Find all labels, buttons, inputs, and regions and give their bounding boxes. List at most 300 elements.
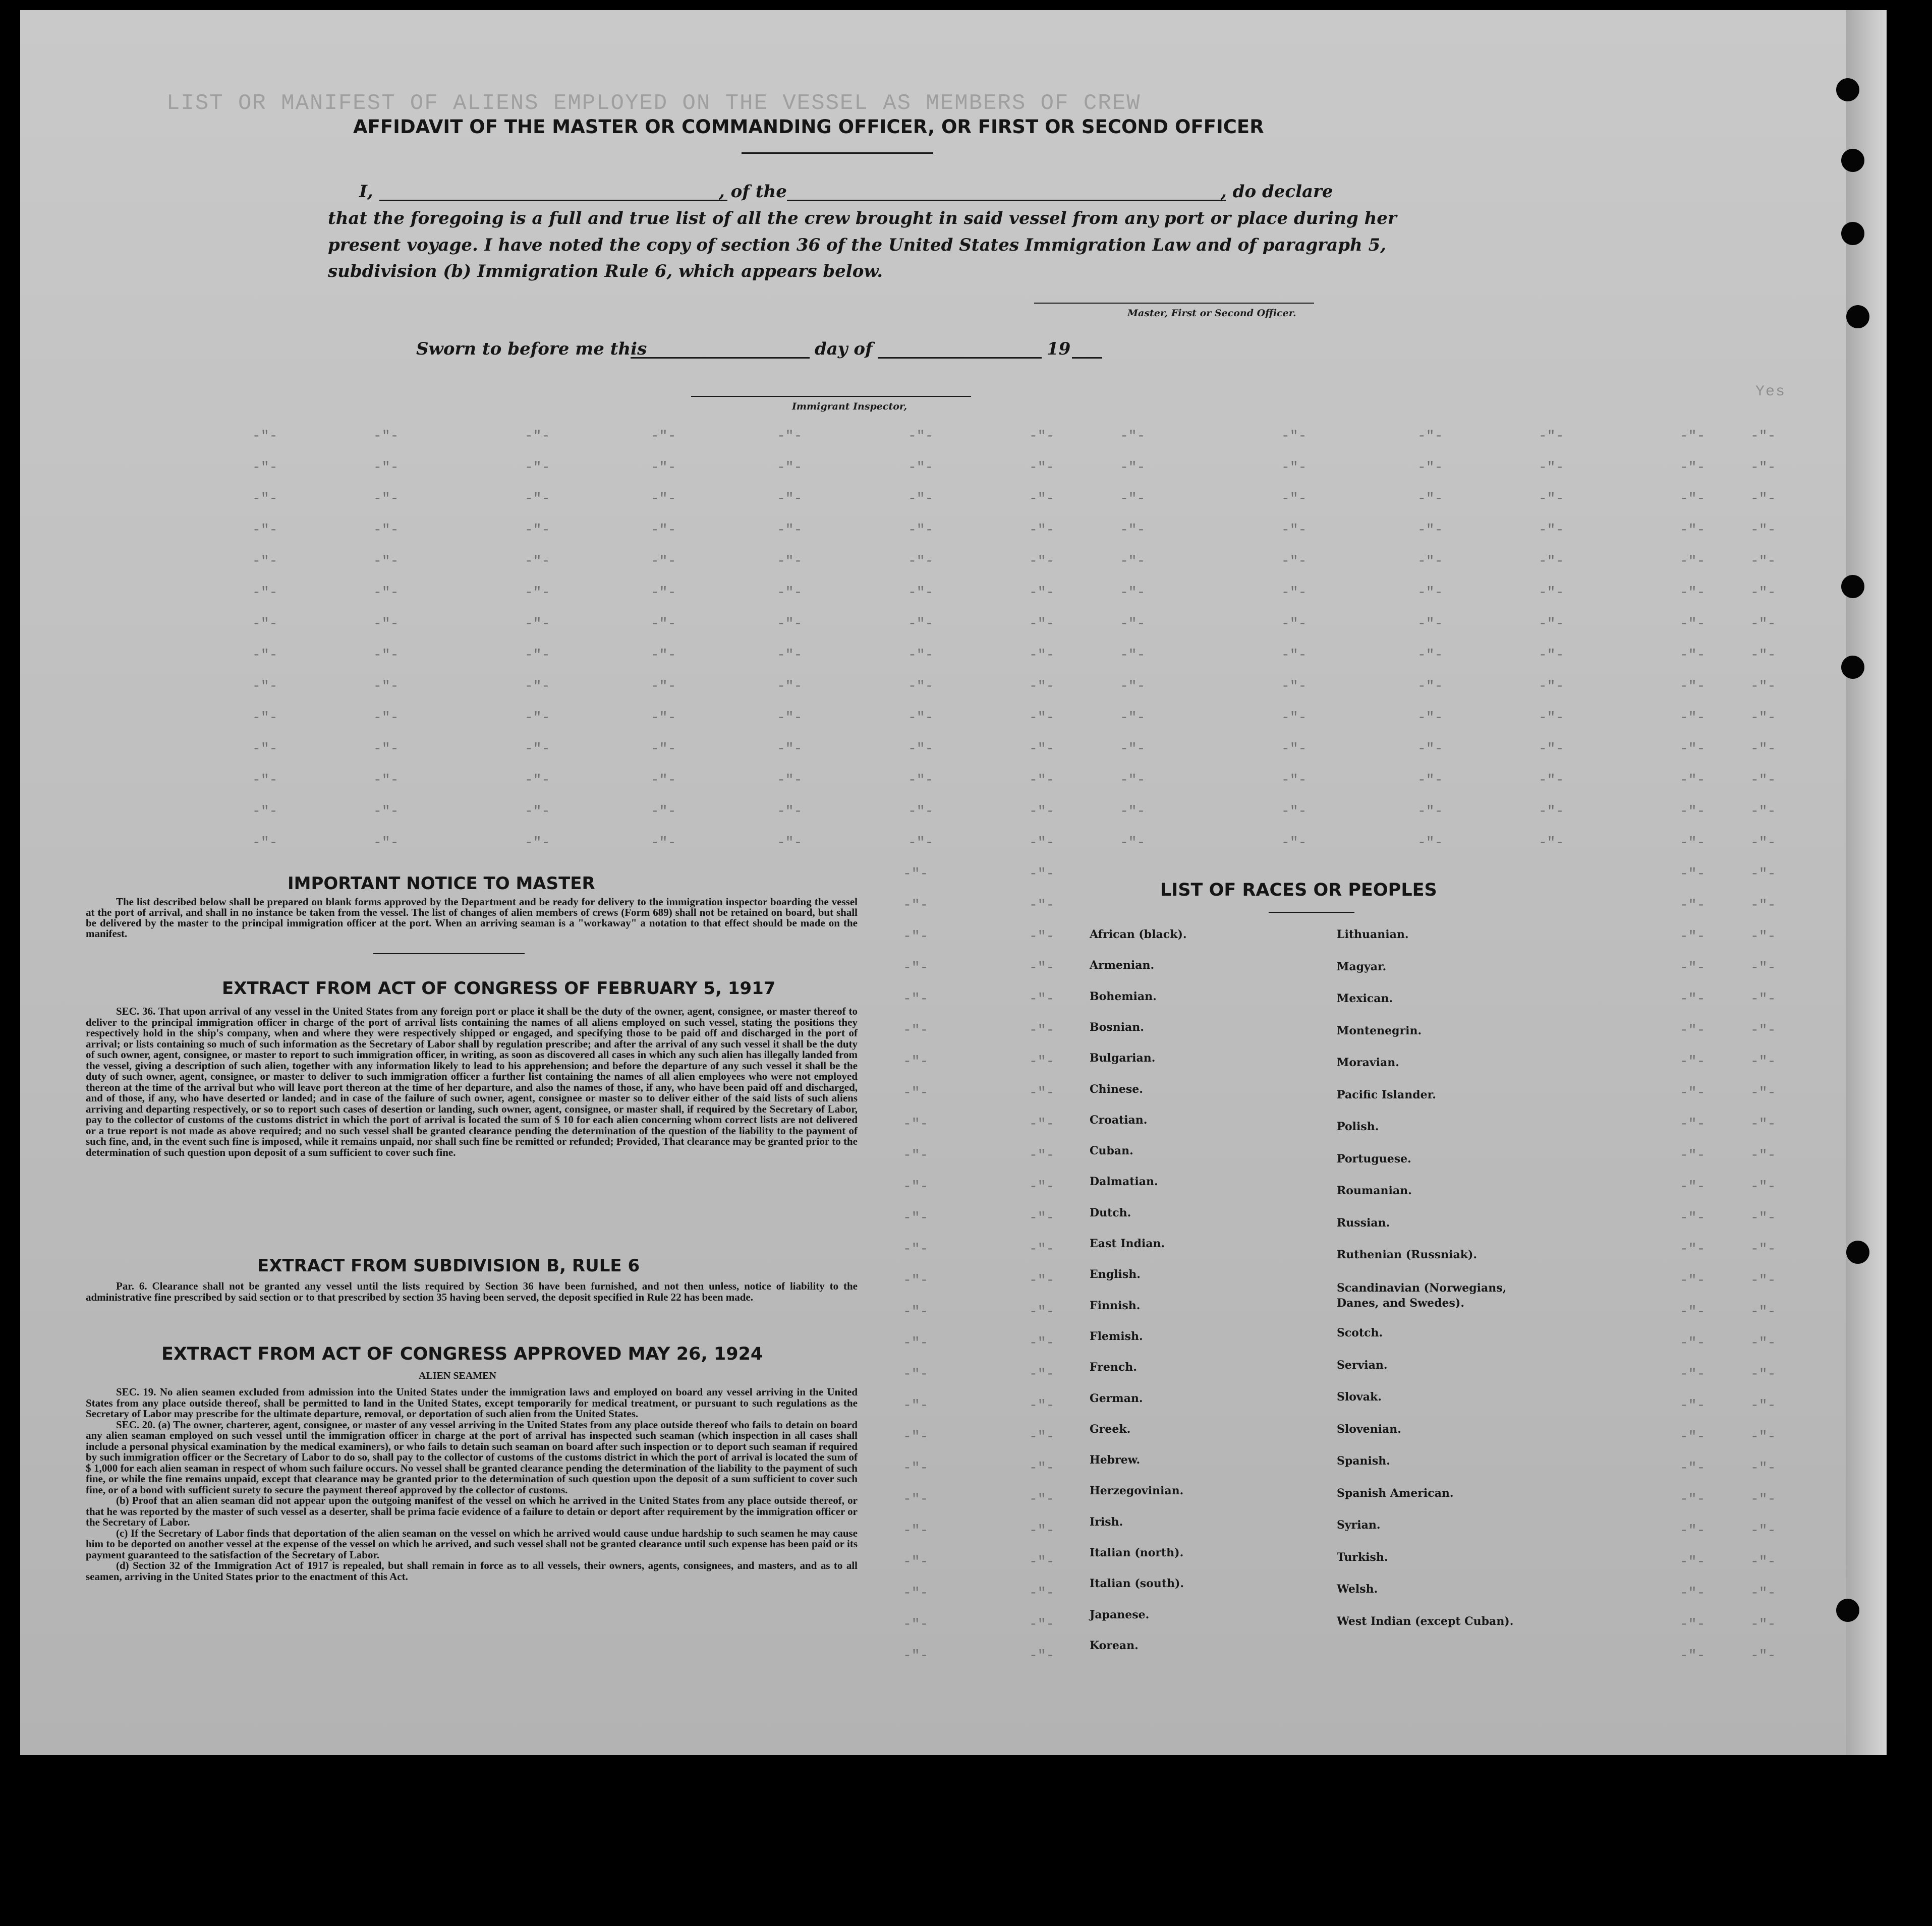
- ditto-mark: -"-: [1750, 1023, 1776, 1038]
- ditto-mark: -"-: [1029, 1398, 1055, 1414]
- ditto-mark: -"-: [1281, 741, 1307, 757]
- ditto-mark: -"-: [903, 1586, 929, 1601]
- affidavit-of-the: , of the: [719, 182, 787, 202]
- sworn-day-of: day of: [815, 339, 873, 359]
- sec-20-a: SEC. 20. (a) The owner, charterer, agent, consignee, or master of any vessel arriving in the United States from any place outside thereof who fails to detain on board any alien seaman employed on such vessel until the immigration officer in charge at the port of arrival has inspected such seaman (which inspection in all cases shall include a personal physical examination by the medical examiners), or who fails to detain such seaman on board after such inspection or to deport such seaman if required by such immigration officer or the Secretary of Labor to do so, shall pay to the collector of customs of the customs district in which the port of arrival is located the sum of $ 1,000 for each alien seaman in respect of whom such failure occurs. No vessel shall be granted clearance pending the determination of the liability to the payment of such fine, or while the fine remains unpaid, except that clearance may be granted prior to the determination of such question upon the deposit of a sum sufficient to cover such fine, or of a bond with sufficient surety to secure the payment thereof approved by the collector of customs.: [86, 1418, 858, 1496]
- punch-hole: [1841, 222, 1864, 245]
- ditto-mark: -"-: [1417, 679, 1443, 694]
- ditto-mark: -"-: [903, 1367, 929, 1382]
- race-item: East Indian.: [1090, 1237, 1165, 1250]
- ditto-mark: -"-: [373, 679, 399, 694]
- ditto-mark: -"-: [903, 1117, 929, 1132]
- ditto-mark: -"-: [777, 616, 803, 632]
- ditto-mark: -"-: [903, 960, 929, 976]
- sworn-day-blank: [631, 357, 810, 359]
- race-item: Bosnian.: [1090, 1020, 1144, 1034]
- ditto-mark: -"-: [1680, 554, 1706, 569]
- ditto-mark: -"-: [525, 804, 550, 820]
- race-item: Slovak.: [1337, 1390, 1382, 1404]
- ditto-mark: -"-: [1680, 679, 1706, 694]
- ditto-mark: -"-: [651, 460, 676, 476]
- ditto-mark: -"-: [1750, 1273, 1776, 1289]
- ditto-mark: -"-: [1680, 429, 1706, 444]
- ditto-mark: -"-: [1281, 554, 1307, 569]
- race-item: Chinese.: [1090, 1082, 1143, 1096]
- ditto-mark: -"-: [908, 429, 934, 444]
- ditto-mark: -"-: [903, 1273, 929, 1289]
- ditto-mark: -"-: [252, 585, 278, 601]
- ditto-mark: -"-: [1750, 804, 1776, 820]
- sworn-year-blank: [1072, 357, 1102, 359]
- ditto-mark: -"-: [903, 1617, 929, 1632]
- ditto-mark: -"-: [1539, 616, 1564, 632]
- ditto-mark: -"-: [1281, 710, 1307, 726]
- race-item: Bulgarian.: [1090, 1052, 1156, 1065]
- affidavit-line-4: subdivision (b) Immigration Rule 6, which appears below.: [328, 261, 883, 281]
- ditto-mark: -"-: [1680, 460, 1706, 476]
- ditto-mark: -"-: [1750, 1367, 1776, 1382]
- race-item: French.: [1090, 1361, 1137, 1374]
- ditto-mark: -"-: [651, 554, 676, 569]
- ditto-mark: -"-: [1417, 554, 1443, 569]
- race-item: African (black).: [1090, 928, 1187, 941]
- ditto-mark: -"-: [1680, 1273, 1706, 1289]
- race-item: Croatian.: [1090, 1113, 1148, 1127]
- ditto-mark: -"-: [1417, 741, 1443, 757]
- ditto-mark: -"-: [1029, 835, 1055, 851]
- ditto-mark: -"-: [1120, 741, 1146, 757]
- race-item: Dalmatian.: [1090, 1175, 1158, 1189]
- ditto-mark: -"-: [777, 585, 803, 601]
- races-rule: [1269, 912, 1354, 913]
- ditto-mark: -"-: [903, 1085, 929, 1101]
- ditto-mark: -"-: [1750, 835, 1776, 851]
- ditto-mark: -"-: [903, 1148, 929, 1163]
- extract-rule6-body: Par. 6. Clearance shall not be granted any vessel until the lists required by Section 36 have been furnished, and not then unless, notice of liability to the administrative fine prescribed by said section or to that prescribed by section 35 having been served, the deposit specified in Rule 22 has been made.: [86, 1280, 858, 1303]
- ditto-mark: -"-: [903, 898, 929, 913]
- ditto-mark: -"-: [1750, 741, 1776, 757]
- race-item: Russian.: [1337, 1216, 1390, 1230]
- ditto-mark: -"-: [1750, 1523, 1776, 1539]
- race-item: Pacific Islander.: [1337, 1088, 1436, 1101]
- ditto-mark: -"-: [1417, 648, 1443, 663]
- ditto-mark: -"-: [1029, 1242, 1055, 1257]
- ditto-mark: -"-: [903, 1210, 929, 1226]
- ditto-mark: -"-: [903, 929, 929, 945]
- race-item: Korean.: [1090, 1639, 1139, 1652]
- punch-hole: [1841, 149, 1864, 172]
- ditto-mark: -"-: [777, 804, 803, 820]
- ditto-mark: -"-: [1680, 1335, 1706, 1351]
- extract-1924-body: [86, 1387, 858, 1582]
- ditto-mark: -"-: [1120, 460, 1146, 476]
- ditto-mark: -"-: [1750, 429, 1776, 444]
- ditto-mark: -"-: [373, 835, 399, 851]
- race-item: Servian.: [1337, 1358, 1388, 1372]
- ditto-mark: -"-: [903, 1242, 929, 1257]
- ditto-mark: -"-: [1029, 648, 1055, 663]
- ditto-mark: -"-: [1120, 835, 1146, 851]
- ditto-mark: -"-: [651, 522, 676, 538]
- punch-hole: [1841, 575, 1864, 598]
- ditto-mark: -"-: [1750, 1085, 1776, 1101]
- ditto-mark: -"-: [903, 1023, 929, 1038]
- ditto-mark: -"-: [1680, 491, 1706, 507]
- ditto-mark: -"-: [1750, 1398, 1776, 1414]
- ditto-mark: -"-: [1281, 585, 1307, 601]
- ditto-mark: -"-: [1750, 710, 1776, 726]
- ditto-mark: -"-: [373, 429, 399, 444]
- affidavit-line-2: that the foregoing is a full and true list of all the crew brought in said vessel from any port or place during her: [328, 208, 1397, 228]
- ditto-mark: -"-: [1029, 991, 1055, 1007]
- ditto-mark: -"-: [1680, 1085, 1706, 1101]
- race-item: Bohemian.: [1090, 989, 1157, 1003]
- ditto-mark: -"-: [1029, 1523, 1055, 1539]
- race-item: Irish.: [1090, 1515, 1123, 1529]
- ditto-mark: -"-: [1029, 679, 1055, 694]
- ditto-mark: -"-: [1680, 741, 1706, 757]
- ditto-mark: -"-: [777, 491, 803, 507]
- race-item: Flemish.: [1090, 1329, 1143, 1343]
- ditto-mark: -"-: [1029, 491, 1055, 507]
- ditto-mark: -"-: [1750, 585, 1776, 601]
- notice-title: IMPORTANT NOTICE TO MASTER: [288, 873, 595, 894]
- ditto-mark: -"-: [252, 648, 278, 663]
- race-item: Spanish.: [1337, 1454, 1390, 1468]
- ditto-mark: -"-: [525, 648, 550, 663]
- race-item: Italian (north).: [1090, 1546, 1184, 1559]
- ditto-mark: -"-: [1539, 491, 1564, 507]
- ditto-mark: -"-: [525, 679, 550, 694]
- ditto-mark: -"-: [1417, 835, 1443, 851]
- ditto-mark: -"-: [777, 835, 803, 851]
- ditto-mark: -"-: [1539, 522, 1564, 538]
- notice-rule: [373, 953, 525, 954]
- document-page: [20, 10, 1887, 1755]
- ditto-mark: -"-: [1750, 522, 1776, 538]
- ditto-mark: -"-: [525, 616, 550, 632]
- ditto-mark: -"-: [1120, 491, 1146, 507]
- ditto-mark: -"-: [252, 616, 278, 632]
- ditto-mark: -"-: [1029, 773, 1055, 788]
- sec-20-c: (c) If the Secretary of Labor finds that deportation of the alien seaman on the vessel on which he arrived would cause undue hardship to such seamen he may cause him to be deported on another vessel at the expense of the vessel on which he arrived, and such vessel shall not be granted clearance until such expense has been paid or its payment guaranteed to the satisfaction of the Secretary of Labor.: [86, 1527, 858, 1561]
- race-item: Greek.: [1090, 1422, 1131, 1436]
- ditto-mark: -"-: [373, 554, 399, 569]
- ditto-mark: -"-: [908, 679, 934, 694]
- ditto-mark: -"-: [1750, 1304, 1776, 1320]
- ditto-mark: -"-: [525, 522, 550, 538]
- ditto-mark: -"-: [1029, 1210, 1055, 1226]
- ditto-mark: -"-: [777, 522, 803, 538]
- ditto-mark: -"-: [1029, 1429, 1055, 1445]
- race-item: Spanish American.: [1337, 1486, 1454, 1500]
- ditto-mark: -"-: [908, 491, 934, 507]
- ditto-mark: -"-: [1029, 1304, 1055, 1320]
- ditto-mark: -"-: [903, 1304, 929, 1320]
- ditto-mark: -"-: [1750, 1554, 1776, 1570]
- ditto-mark: -"-: [651, 491, 676, 507]
- ditto-mark: -"-: [1750, 898, 1776, 913]
- ditto-mark: -"-: [1281, 835, 1307, 851]
- ditto-mark: -"-: [1120, 710, 1146, 726]
- ditto-mark: -"-: [1029, 1335, 1055, 1351]
- ditto-mark: -"-: [903, 991, 929, 1007]
- race-item: Cuban.: [1090, 1144, 1133, 1158]
- ditto-mark: -"-: [1750, 1148, 1776, 1163]
- punch-hole: [1836, 1599, 1859, 1622]
- ditto-mark: -"-: [1539, 804, 1564, 820]
- sec-20-d: (d) Section 32 of the Immigration Act of 1917 is repealed, but shall remain in force as to all vessels, their owners, agents, consignees, and masters, and as to all seamen, arriving in the United States prior to the enactment of this Act.: [86, 1559, 858, 1583]
- ditto-mark: -"-: [1417, 460, 1443, 476]
- ditto-mark: -"-: [1281, 773, 1307, 788]
- ditto-mark: -"-: [1029, 1461, 1055, 1476]
- ditto-mark: -"-: [1680, 960, 1706, 976]
- ditto-mark: -"-: [1539, 460, 1564, 476]
- ditto-mark: -"-: [1750, 1492, 1776, 1507]
- ditto-mark: -"-: [1029, 804, 1055, 820]
- ditto-mark: -"-: [651, 648, 676, 663]
- ditto-mark: -"-: [777, 710, 803, 726]
- ditto-mark: -"-: [777, 679, 803, 694]
- ditto-mark: -"-: [1750, 1179, 1776, 1195]
- ditto-mark: -"-: [1680, 835, 1706, 851]
- ditto-mark: -"-: [1750, 773, 1776, 788]
- ditto-mark: -"-: [1680, 929, 1706, 945]
- ditto-mark: -"-: [1750, 491, 1776, 507]
- ditto-mark: -"-: [1417, 585, 1443, 601]
- ditto-mark: -"-: [373, 522, 399, 538]
- ditto-mark: -"-: [525, 491, 550, 507]
- ditto-mark: -"-: [252, 710, 278, 726]
- ditto-mark: -"-: [1680, 1492, 1706, 1507]
- ditto-mark: -"-: [1029, 960, 1055, 976]
- ditto-mark: -"-: [252, 804, 278, 820]
- ditto-mark: -"-: [525, 710, 550, 726]
- ditto-mark: -"-: [1750, 1117, 1776, 1132]
- title-rule: [742, 152, 933, 154]
- inspector-caption: Immigrant Inspector,: [792, 401, 907, 412]
- ditto-mark: -"-: [903, 1461, 929, 1476]
- ditto-mark: -"-: [252, 773, 278, 788]
- ditto-mark: -"-: [1029, 1273, 1055, 1289]
- ditto-mark: -"-: [1539, 429, 1564, 444]
- ditto-mark: -"-: [777, 460, 803, 476]
- ditto-mark: -"-: [1680, 1210, 1706, 1226]
- ditto-mark: -"-: [1281, 616, 1307, 632]
- punch-hole: [1841, 656, 1864, 679]
- ditto-mark: -"-: [1281, 522, 1307, 538]
- race-item: West Indian (except Cuban).: [1337, 1614, 1514, 1628]
- ditto-mark: -"-: [1029, 460, 1055, 476]
- ditto-mark: -"-: [373, 491, 399, 507]
- ditto-mark: -"-: [1029, 1367, 1055, 1382]
- ditto-mark: -"-: [1680, 804, 1706, 820]
- punch-hole: [1836, 78, 1859, 101]
- ditto-mark: -"-: [1120, 679, 1146, 694]
- affidavit-line-3: present voyage. I have noted the copy of section 36 of the United States Immigration Law and of paragraph 5,: [328, 235, 1387, 255]
- ditto-mark: -"-: [1750, 1429, 1776, 1445]
- ditto-mark: -"-: [903, 1648, 929, 1664]
- ditto-mark: -"-: [1750, 1210, 1776, 1226]
- ditto-mark: -"-: [1417, 522, 1443, 538]
- race-item: Japanese.: [1090, 1608, 1150, 1621]
- ditto-mark: -"-: [1680, 773, 1706, 788]
- ditto-mark: -"-: [1120, 773, 1146, 788]
- race-item: Finnish.: [1090, 1299, 1141, 1312]
- ditto-mark: -"-: [1029, 898, 1055, 913]
- race-item: Ruthenian (Russniak).: [1337, 1248, 1478, 1261]
- ditto-mark: -"-: [1680, 1586, 1706, 1601]
- ditto-mark: -"-: [1417, 429, 1443, 444]
- signature-caption: Master, First or Second Officer.: [1127, 308, 1296, 319]
- punch-hole: [1846, 305, 1869, 328]
- ditto-mark: -"-: [1680, 1398, 1706, 1414]
- ditto-mark: -"-: [1750, 679, 1776, 694]
- ditto-mark: -"-: [777, 773, 803, 788]
- ditto-mark: -"-: [1680, 1523, 1706, 1539]
- ditto-mark: -"-: [373, 710, 399, 726]
- ditto-mark: -"-: [1417, 710, 1443, 726]
- ditto-mark: -"-: [373, 741, 399, 757]
- ditto-mark: -"-: [525, 585, 550, 601]
- extract-1917-title: EXTRACT FROM ACT OF CONGRESS OF FEBRUARY 5, 1917: [222, 978, 776, 999]
- ditto-mark: -"-: [1417, 773, 1443, 788]
- ditto-mark: -"-: [1120, 429, 1146, 444]
- race-item: Dutch.: [1090, 1206, 1131, 1219]
- ditto-mark: -"-: [373, 616, 399, 632]
- ditto-mark: -"-: [1680, 898, 1706, 913]
- ditto-mark: -"-: [1750, 929, 1776, 945]
- ditto-mark: -"-: [651, 710, 676, 726]
- bleed-through-header: LIST OR MANIFEST OF ALIENS EMPLOYED ON THE VESSEL AS MEMBERS OF CREW: [166, 91, 1141, 116]
- ditto-mark: -"-: [252, 554, 278, 569]
- ditto-mark: -"-: [1750, 1586, 1776, 1601]
- race-item: Moravian.: [1337, 1056, 1399, 1069]
- ditto-mark: -"-: [903, 1554, 929, 1570]
- ditto-mark: -"-: [1029, 929, 1055, 945]
- race-item: Hebrew.: [1090, 1453, 1141, 1467]
- ditto-mark: -"-: [1281, 491, 1307, 507]
- ditto-mark: -"-: [1029, 1054, 1055, 1070]
- ditto-mark: -"-: [252, 429, 278, 444]
- ditto-mark: -"-: [1750, 616, 1776, 632]
- ditto-mark: -"-: [1680, 710, 1706, 726]
- ditto-mark: -"-: [1680, 1179, 1706, 1195]
- sec-20-b: (b) Proof that an alien seaman did not appear upon the outgoing manifest of the vessel on which he arrived in the United States from any place outside thereof, or that he was reported by the master of such vessel as a deserter, shall be prima facie evidence of a failure to detain or deport after requirement by the immigration officer or the Secretary of Labor.: [86, 1494, 858, 1528]
- ditto-mark: -"-: [777, 648, 803, 663]
- ditto-mark: -"-: [777, 741, 803, 757]
- ditto-mark: -"-: [651, 585, 676, 601]
- ditto-mark: -"-: [252, 491, 278, 507]
- ditto-mark: -"-: [1029, 585, 1055, 601]
- ditto-mark: -"-: [525, 554, 550, 569]
- ditto-mark: -"-: [1680, 1117, 1706, 1132]
- ditto-mark: -"-: [252, 741, 278, 757]
- sworn-year: 19: [1047, 339, 1071, 359]
- ditto-mark: -"-: [525, 460, 550, 476]
- ditto-mark: -"-: [1680, 648, 1706, 663]
- race-item: English.: [1090, 1268, 1141, 1281]
- ditto-mark: -"-: [1029, 1648, 1055, 1664]
- ditto-mark: -"-: [1417, 616, 1443, 632]
- ditto-mark: -"-: [1281, 804, 1307, 820]
- notice-body: The list described below shall be prepared on blank forms approved by the Department and be ready for delivery to the immigration inspector boarding the vessel at the port of arrival, and shall in no instance be taken from the vessel. The list of changes of alien members of crews (Form 689) shall not be retained on board, but shall be delivered by the master to the principal immigration officer at the port. When an arriving seaman is a "workaway" a notation to that effect should be made on the manifest.: [86, 896, 858, 940]
- ditto-mark: -"-: [1281, 679, 1307, 694]
- ditto-mark: -"-: [525, 741, 550, 757]
- ditto-mark: -"-: [1120, 616, 1146, 632]
- ditto-mark: -"-: [1029, 1554, 1055, 1570]
- extract-1924-subtitle: ALIEN SEAMEN: [419, 1370, 496, 1381]
- sworn-prefix: Sworn to before me this: [416, 339, 647, 359]
- ditto-mark: -"-: [1750, 991, 1776, 1007]
- sec-19: SEC. 19. No alien seamen excluded from admission into the United States under the immigration laws and employed on board any vessel arriving in the United States from any place outside thereof, shall be permitted to land in the United States, except temporarily for medical treatment, or pursuant to such regulations as the Secretary of Labor may prescribe for the ultimate departure, removal, or deportation of such alien from the United States.: [86, 1386, 858, 1420]
- ditto-mark: -"-: [651, 679, 676, 694]
- ditto-mark: -"-: [1539, 741, 1564, 757]
- ditto-mark: -"-: [252, 460, 278, 476]
- ditto-mark: -"-: [1680, 1554, 1706, 1570]
- race-item: Mexican.: [1337, 992, 1393, 1005]
- ditto-mark: -"-: [908, 554, 934, 569]
- ditto-mark: -"-: [373, 648, 399, 663]
- race-item: Magyar.: [1337, 960, 1387, 973]
- ditto-mark: -"-: [908, 648, 934, 663]
- ditto-mark: -"-: [651, 835, 676, 851]
- ditto-mark: -"-: [1750, 554, 1776, 569]
- ditto-mark: -"-: [1680, 1023, 1706, 1038]
- ditto-mark: -"-: [1029, 554, 1055, 569]
- ditto-mark: -"-: [903, 1335, 929, 1351]
- vessel-blank: [787, 200, 1226, 201]
- ditto-mark: -"-: [1029, 522, 1055, 538]
- ditto-mark: -"-: [1680, 991, 1706, 1007]
- ditto-mark: -"-: [373, 460, 399, 476]
- ditto-mark: -"-: [908, 773, 934, 788]
- ditto-mark: -"-: [1680, 1429, 1706, 1445]
- ditto-mark: -"-: [1539, 554, 1564, 569]
- ditto-mark: -"-: [1029, 1179, 1055, 1195]
- ditto-mark: -"-: [1539, 648, 1564, 663]
- ditto-mark: -"-: [1281, 429, 1307, 444]
- ditto-mark: -"-: [1029, 616, 1055, 632]
- ditto-mark: -"-: [1029, 429, 1055, 444]
- ditto-mark: -"-: [1680, 1367, 1706, 1382]
- race-item: German.: [1090, 1391, 1143, 1405]
- ditto-mark: -"-: [1680, 1304, 1706, 1320]
- ditto-mark: -"-: [903, 1054, 929, 1070]
- ditto-mark: -"-: [908, 835, 934, 851]
- ditto-mark: -"-: [1417, 804, 1443, 820]
- ditto-mark: -"-: [903, 1179, 929, 1195]
- ditto-mark: -"-: [373, 773, 399, 788]
- signature-line: [1034, 303, 1314, 304]
- ditto-mark: -"-: [908, 710, 934, 726]
- races-title: LIST OF RACES OR PEOPLES: [1160, 880, 1437, 900]
- ditto-mark: -"-: [1120, 554, 1146, 569]
- sworn-month-blank: [878, 357, 1042, 359]
- name-blank: [379, 200, 727, 201]
- punch-hole: [1846, 1241, 1869, 1264]
- extract-1924-title: EXTRACT FROM ACT OF CONGRESS APPROVED MAY 26, 1924: [161, 1344, 763, 1364]
- race-item: Italian (south).: [1090, 1577, 1184, 1591]
- ditto-mark: -"-: [1539, 679, 1564, 694]
- ditto-mark: -"-: [908, 460, 934, 476]
- ditto-mark: -"-: [373, 585, 399, 601]
- ditto-mark: -"-: [1539, 835, 1564, 851]
- ditto-mark: -"-: [1750, 960, 1776, 976]
- ditto-mark: -"-: [1750, 1242, 1776, 1257]
- ditto-mark: -"-: [1029, 1617, 1055, 1632]
- ditto-mark: -"-: [1680, 1054, 1706, 1070]
